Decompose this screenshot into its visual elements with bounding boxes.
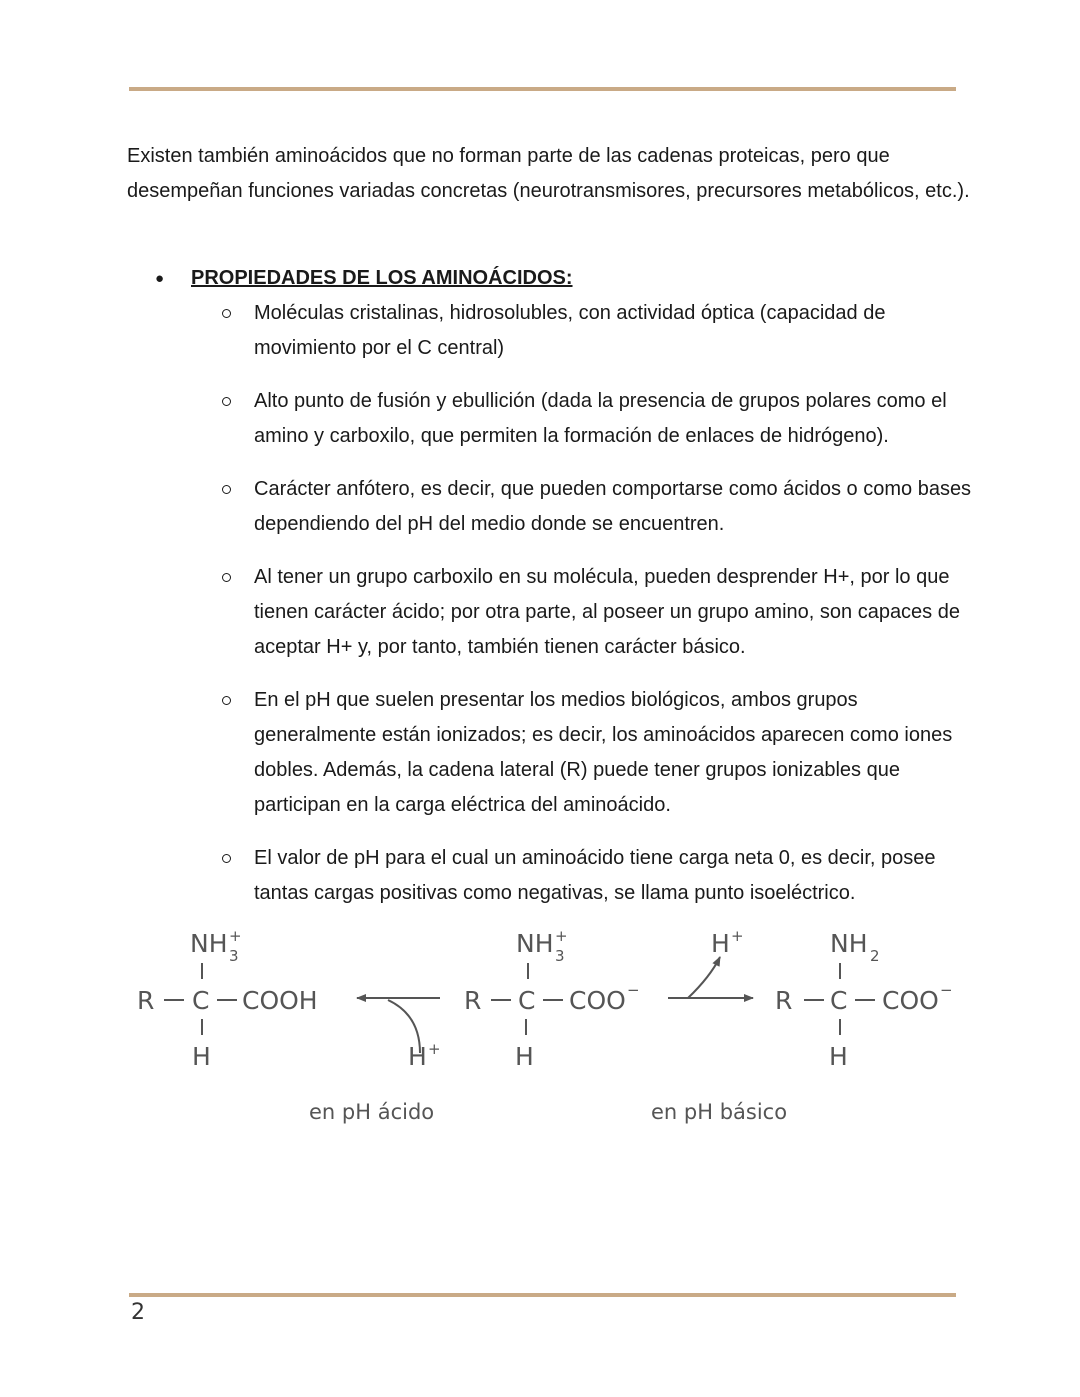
- properties-list: [222, 296, 972, 929]
- carbon-label: C: [192, 986, 210, 1015]
- charge-plus: +: [229, 927, 242, 945]
- circle-bullet-icon: [222, 397, 231, 406]
- list-item: [222, 683, 972, 823]
- section-heading-row: [155, 261, 573, 296]
- list-item: [222, 841, 972, 911]
- amino-group-label: NH: [190, 929, 228, 958]
- top-divider: [129, 87, 956, 91]
- list-item-text: Alto punto de fusión y ebullición (dada la presencia de grupos polares como el amino y carboxilo, que permiten la formación de enlaces de hidrógeno).: [254, 390, 947, 447]
- list-item: [222, 296, 972, 366]
- carboxylate-group-label: COO: [882, 986, 939, 1015]
- section-heading: PROPIEDADES DE LOS AMINOÁCIDOS:: [191, 267, 573, 289]
- circle-bullet-icon: [222, 854, 231, 863]
- list-item-text: Al tener un grupo carboxilo en su molécula, pueden desprender H+, por lo que tienen carácter ácido; por otra parte, al poseer un grupo amino, son capaces de aceptar H+ y, por tanto, también tienen carácter básico.: [254, 566, 960, 658]
- subscript-2: 2: [870, 947, 880, 965]
- carboxylate-group-label: COO: [569, 986, 626, 1015]
- amino-group-label: NH: [516, 929, 554, 958]
- list-item-text: Moléculas cristalinas, hidrosolubles, con actividad óptica (capacidad de movimiento por el C central): [254, 302, 886, 359]
- list-item-text: Carácter anfótero, es decir, que pueden comportarse como ácidos o como bases dependiendo del pH del medio donde se encuentren.: [254, 478, 972, 535]
- bottom-divider: [129, 1293, 956, 1297]
- charge-plus: +: [555, 927, 568, 945]
- proton-charge: +: [731, 927, 744, 945]
- molecule-basic-form: [775, 929, 953, 1071]
- circle-bullet-icon: [222, 573, 231, 582]
- list-item: [222, 472, 972, 542]
- carbon-label: C: [518, 986, 536, 1015]
- hydrogen-label: H: [829, 1042, 848, 1071]
- caption-acid: en pH ácido: [309, 1100, 435, 1124]
- r-group-label: R: [775, 986, 793, 1015]
- list-item-text: En el pH que suelen presentar los medios biológicos, ambos grupos generalmente están ionizados; es decir, los aminoácidos aparecen como iones dobles. Además, la cadena lateral (R) puede tener grupos ionizables que participan en la carga eléctrica del aminoácido.: [254, 689, 953, 816]
- hydrogen-label: H: [515, 1042, 534, 1071]
- molecule-zwitterion: [464, 927, 640, 1071]
- list-item: [222, 560, 972, 665]
- list-item-text: El valor de pH para el cual un aminoácido tiene carga neta 0, es decir, posee tantas cargas positivas como negativas, se llama punto isoeléctrico.: [254, 847, 936, 904]
- charge-minus: −: [940, 981, 953, 999]
- charge-minus: −: [627, 981, 640, 999]
- circle-bullet-icon: [222, 696, 231, 705]
- r-group-label: R: [137, 986, 155, 1015]
- carbon-label: C: [830, 986, 848, 1015]
- r-group-label: R: [464, 986, 482, 1015]
- molecule-acid-form: [137, 927, 318, 1071]
- bullet-icon: ●: [155, 270, 165, 287]
- curved-arrow-out: [688, 957, 720, 998]
- hydrogen-label: H: [192, 1042, 211, 1071]
- subscript-3: 3: [555, 947, 565, 965]
- circle-bullet-icon: [222, 485, 231, 494]
- amino-group-label: NH: [830, 929, 868, 958]
- circle-bullet-icon: [222, 309, 231, 318]
- proton-charge: +: [428, 1040, 441, 1058]
- proton-label: H: [711, 929, 730, 958]
- caption-basic: en pH básico: [651, 1100, 788, 1124]
- carboxyl-group-label: COOH: [242, 986, 318, 1015]
- subscript-3: 3: [229, 947, 239, 965]
- page-number: 2: [131, 1300, 145, 1325]
- intro-paragraph: Existen también aminoácidos que no forman parte de las cadenas proteicas, pero que desempeñan funciones variadas concretas (neurotransmisores, precursores metabólicos, etc.).: [127, 145, 970, 202]
- amino-acid-ionization-diagram: [120, 915, 970, 1140]
- proton-label: H: [408, 1042, 427, 1071]
- list-item: [222, 384, 972, 454]
